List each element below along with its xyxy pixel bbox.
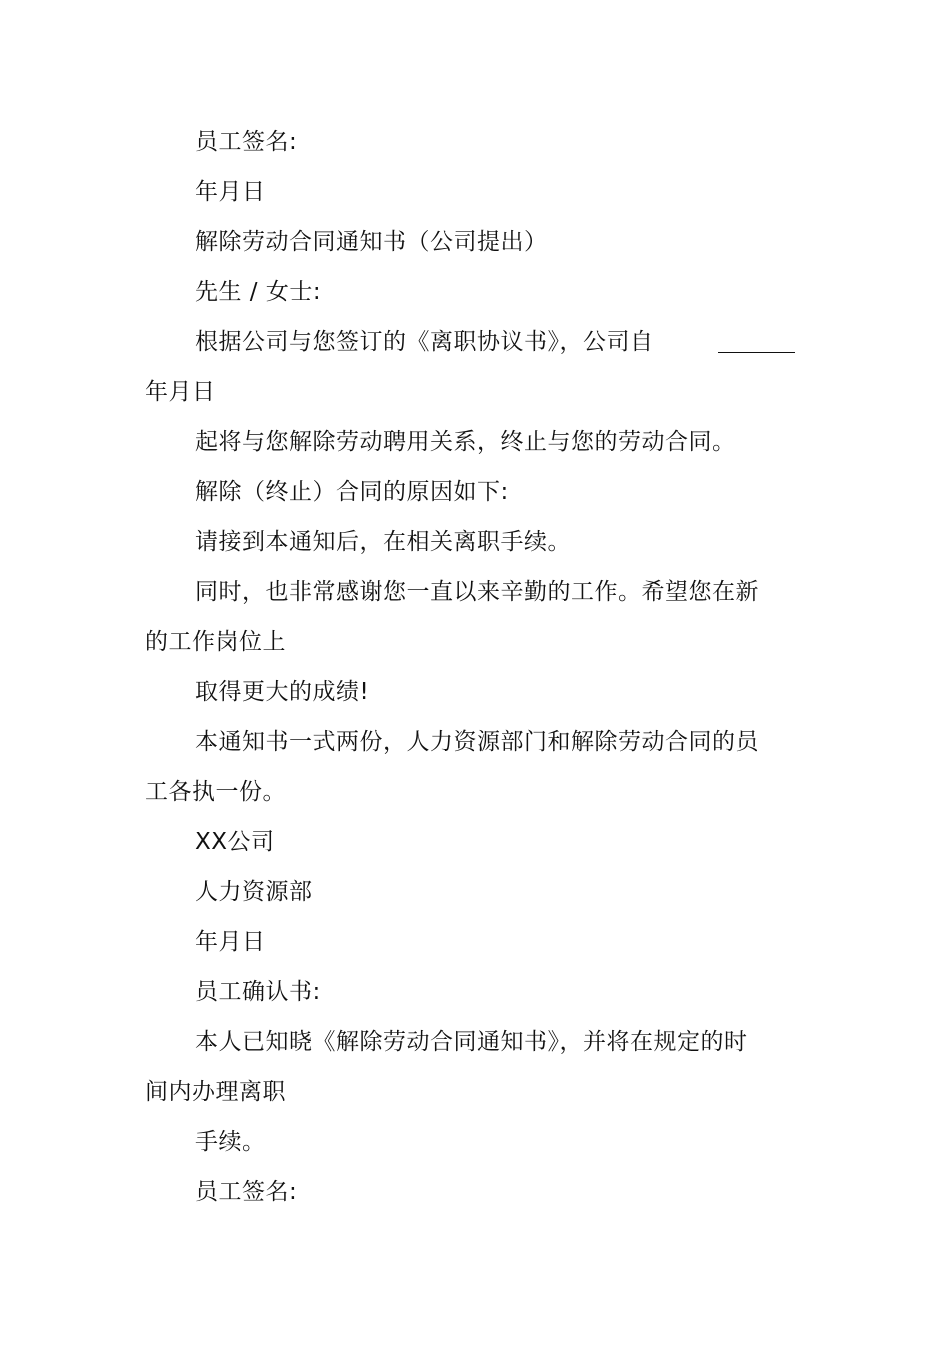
paragraph-line: 取得更大的成绩! [195,679,370,705]
employee-signature-label: 员工签名: [195,129,298,155]
employee-signature-label: 员工签名: [195,1179,298,1205]
company-name: XX公司 [195,829,275,855]
department-name: 人力资源部 [195,879,313,905]
paragraph-line: 的工作岗位上 [145,629,286,655]
paragraph-line: 起将与您解除劳动聘用关系，终止与您的劳动合同。 [195,429,736,455]
paragraph-line: 间内办理离职 [145,1079,286,1105]
date-blank-underline [718,352,795,353]
paragraph-line: 请接到本通知后，在相关离职手续。 [195,529,571,555]
paragraph-line: 本通知书一式两份，人力资源部门和解除劳动合同的员 [195,729,759,755]
paragraph-line: 同时，也非常感谢您一直以来辛勤的工作。希望您在新 [195,579,759,605]
date-line: 年月日 [145,379,216,405]
salutation: 先生 / 女士: [195,279,322,305]
paragraph-line: 手续。 [195,1129,266,1155]
notice-title: 解除劳动合同通知书（公司提出） [195,229,548,255]
paragraph-line: 工各执一份。 [145,779,286,805]
paragraph-line: 根据公司与您签订的《离职协议书》，公司自 [195,329,654,355]
confirmation-title: 员工确认书: [195,979,321,1005]
date-line: 年月日 [195,929,266,955]
date-line: 年月日 [195,179,266,205]
paragraph-line: 解除（终止）合同的原因如下: [195,479,509,505]
paragraph-line: 本人已知晓《解除劳动合同通知书》，并将在规定的时 [195,1029,748,1055]
